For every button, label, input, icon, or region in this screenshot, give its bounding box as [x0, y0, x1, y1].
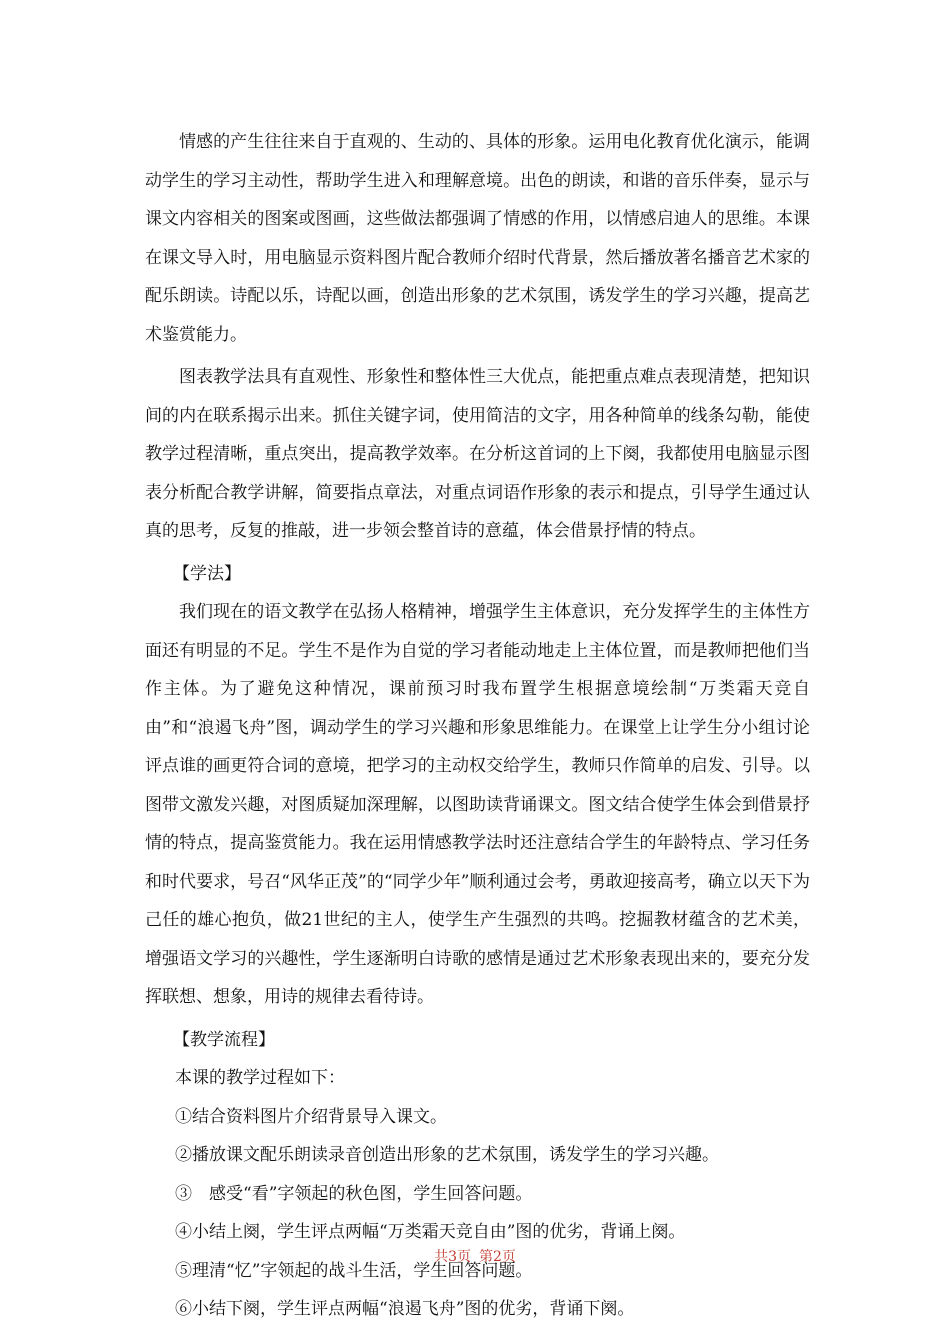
- paragraph-chart-method: 图表教学法具有直观性、形象性和整体性三大优点，能把重点难点表现清楚，把知识间的内在联系揭示出来。抓住关键字词，使用简洁的文字，用各种简单的线条勾勒，能使教学过程清晰，重点突出，提高教学效率。在分析这首词的上下阕，我都使用电脑显示图表分析配合教学讲解，简要指点章法，对重点词语作形象的表示和提点，引导学生通过认真的思考，反复的推敲，进一步领会整首诗的意蕴，体会借景抒情的特点。: [145, 367, 810, 541]
- section-heading-xuefa: 【学法】: [173, 563, 241, 584]
- page-content: [145, 123, 810, 1329]
- section-heading-liucheng: 【教学流程】: [173, 1029, 275, 1050]
- page-total: 共3页: [434, 1249, 471, 1265]
- process-step-5: ⑤理清“忆”字领起的战斗生活，学生回答问题。: [175, 1260, 533, 1281]
- paragraph-xuefa: 我们现在的语文教学在弘扬人格精神，增强学生主体意识，充分发挥学生的主体性方面还有明显的不足。学生不是作为自觉的学习者能动地走上主体位置，而是教师把他们当作主体。为了避免这种情况，课前预习时我布置学生根据意境绘制“万类霜天竞自由”和“浪遏飞舟”图，调动学生的学习兴趣和形象思维能力。在课堂上让学生分小组讨论评点谁的画更符合词的意境，把学习的主动权交给学生，教师只作简单的启发、引导。以图带文激发兴趣，对图质疑加深理解，以图助读背诵课文。图文结合使学生体会到借景抒情的特点，提高鉴赏能力。我在运用情感教学法时还注意结合学生的年龄特点、学习任务和时代要求，号召“风华正茂”的“同学少年”顺利通过会考，勇敢迎接高考，确立以天下为己任的雄心抱负，做21世纪的主人，使学生产生强烈的共鸣。挖掘教材蕴含的艺术美，增强语文学习的兴趣性，学生逐渐明白诗歌的感情是通过艺术形象表现出来的，要充分发挥联想、想象，用诗的规律去看待诗。: [145, 602, 810, 1007]
- process-step-6: ⑥小结下阕，学生评点两幅“浪遏飞舟”图的优劣，背诵下阕。: [175, 1299, 635, 1319]
- paragraph-emotion: 情感的产生往往来自于直观的、生动的、具体的形象。运用电化教育优化演示，能调动学生的学习主动性，帮助学生进入和理解意境。出色的朗读，和谐的音乐伴奏，显示与课文内容相关的图案或图画，这些做法都强调了情感的作用，以情感启迪人的思维。本课在课文导入时，用电脑显示资料图片配合教师介绍时代背景，然后播放著名播音艺术家的配乐朗读。诗配以乐，诗配以画，创造出形象的艺术氛围，诱发学生的学习兴趣，提高艺术鉴赏能力。: [145, 132, 810, 345]
- process-step-4: ④小结上阕，学生评点两幅“万类霜天竞自由”图的优劣，背诵上阕。: [175, 1222, 686, 1242]
- process-intro: 本课的教学过程如下：: [175, 1068, 345, 1088]
- page-current: 第2页: [479, 1249, 516, 1265]
- process-step-2: ②播放课文配乐朗读录音创造出形象的艺术氛围，诱发学生的学习兴趣。: [175, 1145, 719, 1165]
- page-footer: [0, 1246, 950, 1266]
- process-step-3: ③ 感受“看”字领起的秋色图，学生回答问题。: [175, 1183, 533, 1204]
- process-step-1: ①结合资料图片介绍背景导入课文。: [175, 1106, 447, 1127]
